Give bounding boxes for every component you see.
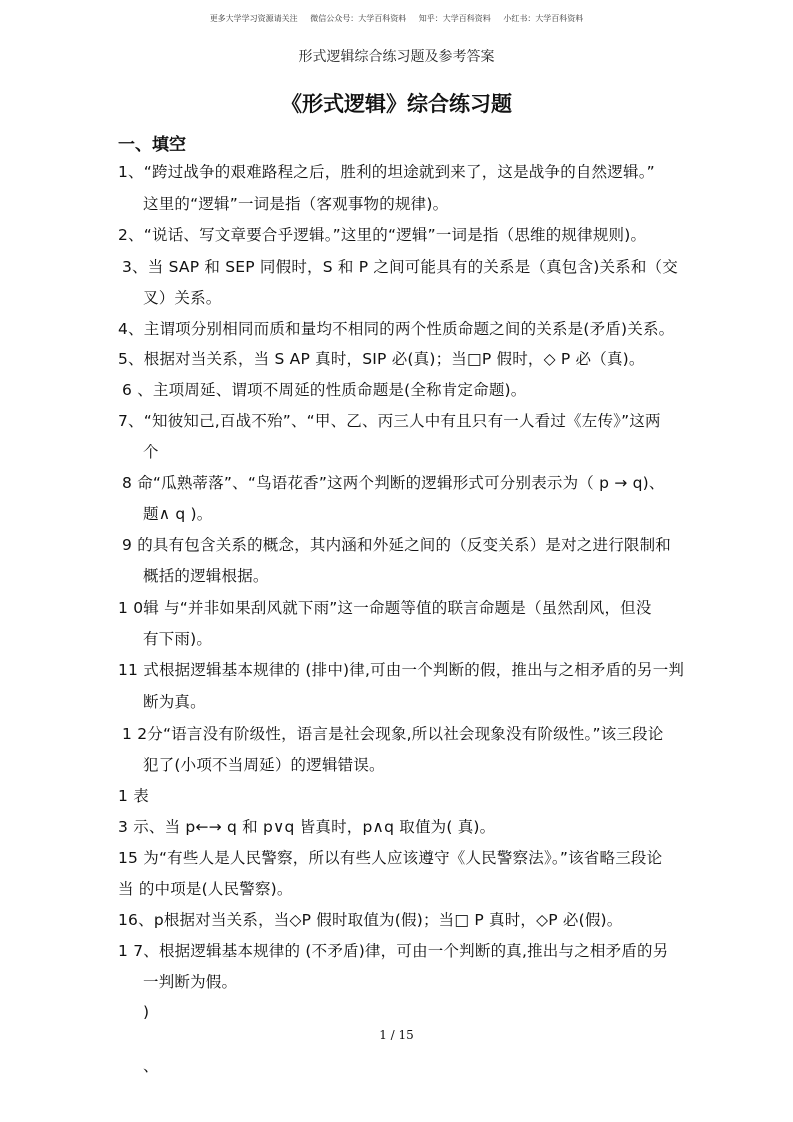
question-line: 1 0辑 与“并非如果刮风就下雨”这一命题等值的联言命题是（虽然刮风，但没 <box>118 599 652 617</box>
document-subtitle: 形式逻辑综合练习题及参考答案 <box>298 49 495 65</box>
question-line: 、 <box>143 1057 159 1075</box>
question-line: 断为真。 <box>143 693 206 711</box>
question-line: 2、“说话、写文章要合乎逻辑。”这里的“逻辑”一词是指（思维的规律规则)。 <box>118 226 647 244</box>
question-line: 有下雨)。 <box>143 630 213 648</box>
question-line: 1、“跨过战争的艰难路程之后，胜利的坦途就到来了，这是战争的自然逻辑。” <box>118 163 655 181</box>
question-line: 概括的逻辑根据。 <box>143 567 269 585</box>
question-line: 这里的“逻辑”一词是指（客观事物的规律)。 <box>143 195 449 213</box>
question-line: 叉）关系。 <box>143 289 222 307</box>
question-line: 一判断为假。 <box>143 973 238 991</box>
question-line: 1 7、根据逻辑基本规律的 (不矛盾)律，可由一个判断的真,推出与之相矛盾的另 <box>118 942 669 960</box>
question-line: 8 命“瓜熟蒂落”、“鸟语花香”这两个判断的逻辑形式可分别表示为（ p → q)、 <box>122 474 665 492</box>
question-line: 7、“知彼知己,百战不殆”、“甲、乙、丙三人中有且只有一人看过《左传》”这两 <box>118 412 661 430</box>
question-line: 当 的中项是(人民警察)。 <box>118 880 293 898</box>
question-line: 1 表 <box>118 787 149 805</box>
header-notice: 更多大学学习资源请关注 微信公众号：大学百科资料 知乎：大学百科资料 小红书：大学百科资料 <box>209 14 584 23</box>
question-line: 16、p根据对当关系，当◇P 假时取值为(假)；当□ P 真时，◇P 必(假)。 <box>118 911 623 929</box>
question-line: 4、主谓项分别相同而质和量均不相同的两个性质命题之间的关系是(矛盾)关系。 <box>118 320 675 338</box>
question-line: 犯了(小项不当周延）的逻辑错误。 <box>143 756 385 774</box>
question-line: 15 为“有些人是人民警察，所以有些人应该遵守《人民警察法》。”该省略三段论 <box>118 849 663 867</box>
question-line: ) <box>143 1003 150 1021</box>
question-line: 3 示、当 p←→ q 和 p∨q 皆真时，p∧q 取值为( 真)。 <box>118 818 496 836</box>
question-line: 题∧ q )。 <box>143 505 213 523</box>
section-heading: 一、填空 <box>118 135 186 155</box>
question-line: 5、根据对当关系，当 S AP 真时，SIP 必(真)；当□P 假时，◇ P 必（真)。 <box>118 350 645 368</box>
page-number: 1 / 15 <box>379 1028 414 1042</box>
question-line: 3、当 SAP 和 SEP 同假时，S 和 P 之间可能具有的关系是（真包含)关系和（交 <box>122 258 678 276</box>
question-line: 6 、主项周延、谓项不周延的性质命题是(全称肯定命题)。 <box>122 381 527 399</box>
question-line: 11 式根据逻辑基本规律的 (排中)律,可由一个判断的假，推出与之相矛盾的另一判 <box>118 661 685 679</box>
question-line: 1 2分“语言没有阶级性，语言是社会现象,所以社会现象没有阶级性。”该三段论 <box>122 725 664 743</box>
document-title: 《形式逻辑》综合练习题 <box>281 92 512 116</box>
question-line: 个 <box>143 443 159 461</box>
question-line: 9 的具有包含关系的概念，其内涵和外延之间的（反变关系）是对之进行限制和 <box>122 536 671 554</box>
